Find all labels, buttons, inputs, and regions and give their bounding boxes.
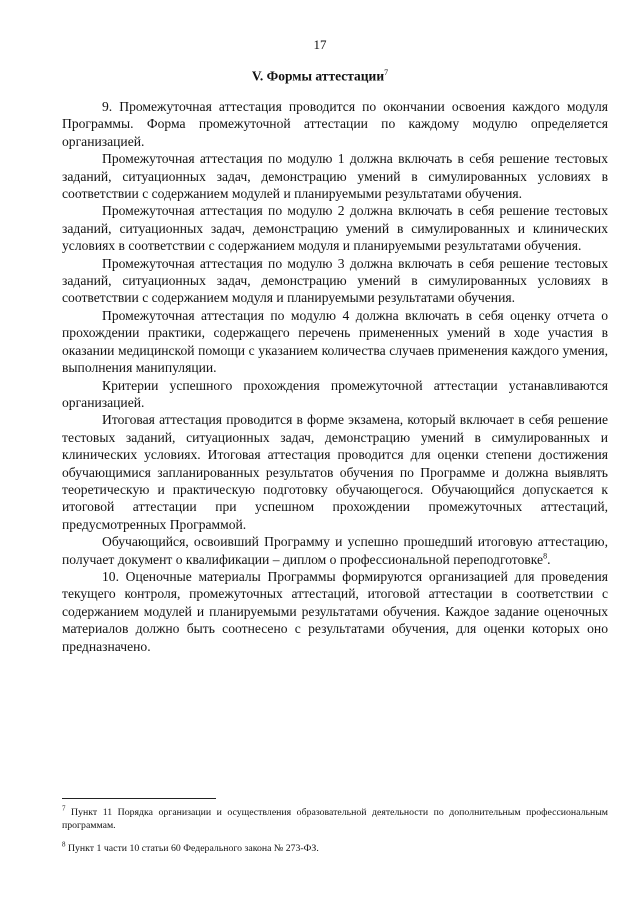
paragraph-final-attestation: Итоговая аттестация проводится в форме экзамена, который включает в себя решение тестовых заданий, ситуационных задач, демонстрацию умений в симулированных и клинических условиях. Итоговая аттестация проводится для оценки степени достижения обучающимися запланированных результатов обучения по Программе и должна выявлять теоретическую и практическую подготовку обучающегося. Обучающийся допускается к итоговой аттестации при успешном прохождении промежуточных аттестаций, предусмотренных Программой. [62,412,608,532]
footnote-8-mark: 8 [62,840,66,849]
paragraph-module-2: Промежуточная аттестация по модулю 2 должна включать в себя решение тестовых заданий, ситуационных задач, демонстрацию умений в симулированных и клинических условиях в соответствии с содержанием модуля и планируемыми результатами обучения. [62,203,608,254]
paragraph-diploma-end: . [547,551,551,567]
body-text [62,98,608,655]
footnote-7-text: Пункт 11 Порядка организации и осуществления образовательной деятельности по дополнительным профессиональным программам. [62,807,608,831]
paragraph-module-3: Промежуточная аттестация по модулю 3 должна включать в себя решение тестовых заданий, ситуационных задач, демонстрацию умений в симулированных условиях в соответствии с содержанием модуля и планируемыми результатами обучения. [62,255,608,306]
page-number: 17 [313,37,327,52]
paragraph-10-assessment: 10. Оценочные материалы Программы формируются организацией для проведения текущего контроля, промежуточных аттестаций, итоговой аттестации в соответствии с содержанием модулей и планируемыми результатами обучения. Каждое задание оценочных материалов должно быть соотнесено с результатами обучения, для оценки которых оно предназначено. [62,568,608,654]
footnote-8-text: Пункт 1 части 10 статьи 60 Федерального закона № 273-ФЗ. [65,843,319,854]
footnote-ref-7: 7 [384,68,389,77]
paragraph-module-4: Промежуточная аттестация по модулю 4 должна включать в себя оценку отчета о прохождении практики, содержащего перечень примененных умений в ходе участия в оказании медицинской помощи с указанием количества случаев применения каждого умения, выполнения манипуляции. [62,307,608,376]
footnote-7-mark: 7 [62,804,66,813]
footnote-7 [62,806,608,832]
paragraph-9-intro: 9. Промежуточная аттестация проводится по окончании освоения каждого модуля Программы. Форма промежуточной аттестации по каждому модулю определяется организацией. [62,99,608,149]
paragraph-diploma [62,533,608,568]
footnote-ref-8: 8 [543,551,548,561]
footnote-8 [62,842,608,855]
paragraph-diploma-text: Обучающийся, освоивший Программу и успешно прошедший итоговую аттестацию, получает документ о квалификации – диплом о профессиональной переподготовке [62,534,608,567]
footnote-separator [62,798,216,799]
footnotes [62,806,608,865]
section-heading [0,68,640,85]
section-heading-text: V. Формы аттестации [251,68,385,84]
paragraph-module-1: Промежуточная аттестация по модулю 1 должна включать в себя решение тестовых заданий, ситуационных задач, демонстрацию умений в симулированных условиях в соответствии с содержанием модулей и планируемыми результатами обучения. [62,151,608,202]
paragraph-criteria: Критерии успешного прохождения промежуточной аттестации устанавливаются организацией. [62,377,608,410]
